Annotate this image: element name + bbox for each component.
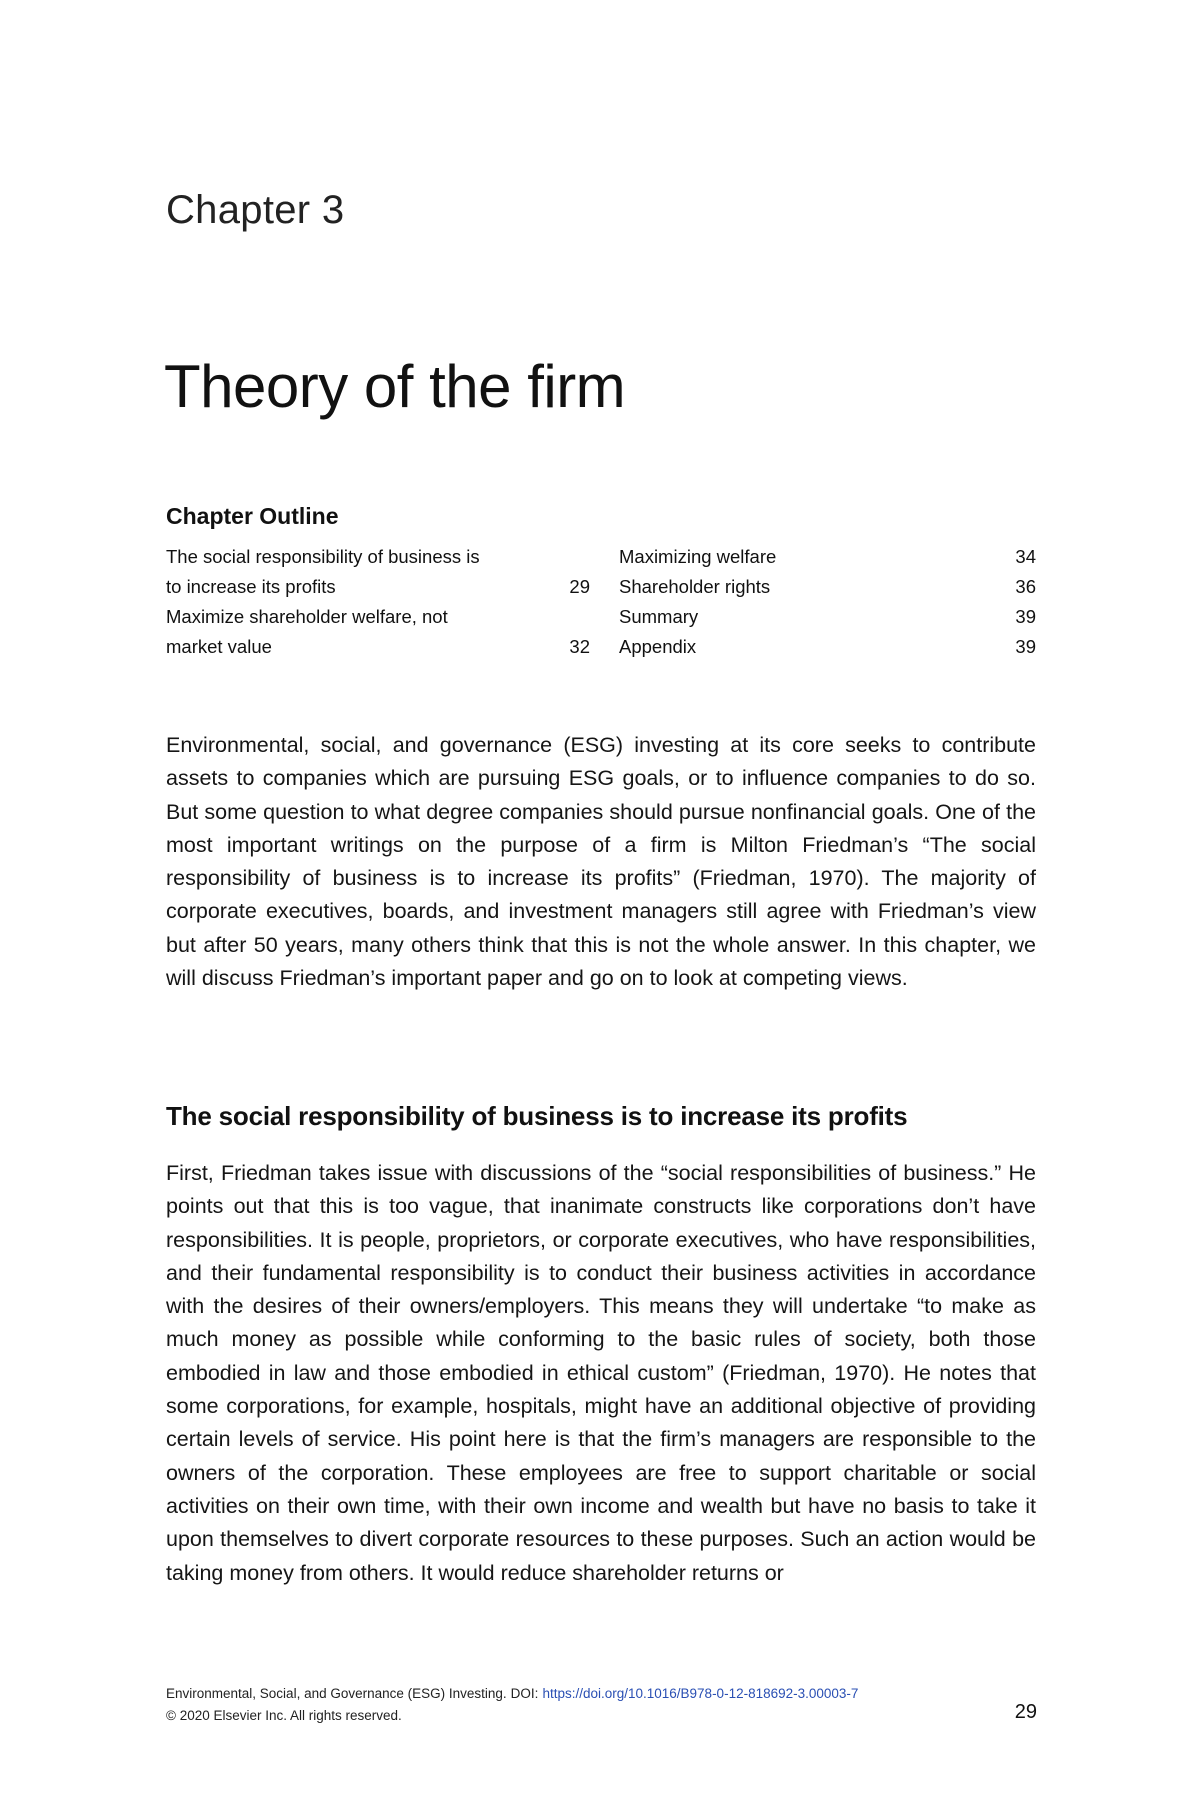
page-number: 29: [1014, 1701, 1037, 1723]
outline-entry-continuation[interactable]: [166, 632, 590, 662]
outline-entry-label: Shareholder rights: [619, 576, 771, 597]
outline-entry[interactable]: [619, 602, 1036, 632]
outline-entry-label: Appendix: [619, 636, 697, 657]
section-paragraph: First, Friedman takes issue with discussions of the “social responsibilities of business.” He points out that this is too vague, that inanimate constructs like corporations don’t have responsibilities. It is people, proprietors, or corporate executives, who have responsibilities, and their fundamental responsibility is to conduct their business activities in accordance with the desires of their owners/employers. This means they will undertake “to make as much money as possible while conforming to the basic rules of society, both those embodied in law and those embodied in ethical custom” (Friedman, 1970). He notes that some corporations, for example, hospitals, might have an additional objective of providing certain levels of service. His point here is that the firm’s managers are responsible to the owners of the corporation. These employees are free to support charitable or social activities on their own time, with their own income and wealth but have no basis to take it upon themselves to divert corporate resources to these purposes. Such an action would be taking money from others. It would reduce shareholder returns or: [166, 1161, 1036, 1585]
outline-entry-page: 32: [569, 636, 590, 657]
outline-entry-page: 39: [1015, 636, 1036, 657]
chapter-outline-left-column: [166, 542, 590, 662]
outline-entry-continuation[interactable]: [166, 572, 590, 602]
outline-entry-label: Maximizing welfare: [619, 546, 777, 567]
footer-citation: [166, 1686, 858, 1701]
chapter-label: Chapter 3: [166, 188, 345, 232]
outline-entry[interactable]: [619, 572, 1036, 602]
intro-paragraph: Environmental, social, and governance (ESG) investing at its core seeks to contribute assets to companies which are pursuing ESG goals, or to influence companies to do so. But some question to what degree companies should pursue nonfinancial goals. One of the most important writings on the purpose of a firm is Milton Friedman’s “The social responsibility of business is to increase its profits” (Friedman, 1970). The majority of corporate executives, boards, and investment managers still agree with Friedman’s view but after 50 years, many others think that this is not the whole answer. In this chapter, we will discuss Friedman’s important paper and go on to look at competing views.: [166, 733, 1036, 991]
outline-entry-label: to increase its profits: [166, 576, 336, 597]
outline-entry[interactable]: [166, 542, 590, 572]
outline-entry-page: 36: [1015, 576, 1036, 597]
section-heading: The social responsibility of business is to increase its profits: [166, 1101, 908, 1131]
footer-copyright: © 2020 Elsevier Inc. All rights reserved.: [166, 1708, 402, 1723]
outline-entry[interactable]: [619, 542, 1036, 572]
outline-entry-label: The social responsibility of business is: [166, 546, 480, 567]
outline-entry-page: 39: [1015, 606, 1036, 627]
footer-doi-link[interactable]: https://doi.org/10.1016/B978-0-12-818692-3.00003-7: [542, 1686, 859, 1701]
outline-entry[interactable]: [619, 632, 1036, 662]
chapter-title: Theory of the firm: [164, 353, 626, 420]
outline-entry[interactable]: [166, 602, 590, 632]
footer-doi-label: DOI:: [510, 1686, 539, 1701]
outline-entry-page: 29: [569, 576, 590, 597]
outline-entry-label: market value: [166, 636, 272, 657]
outline-entry-page: 34: [1015, 546, 1036, 567]
chapter-outline-heading: Chapter Outline: [166, 503, 339, 529]
outline-entry-label: Maximize shareholder welfare, not: [166, 606, 448, 627]
chapter-outline-right-column: [619, 542, 1036, 662]
outline-entry-label: Summary: [619, 606, 699, 627]
footer-book-title: Environmental, Social, and Governance (ESG) Investing.: [166, 1686, 507, 1701]
